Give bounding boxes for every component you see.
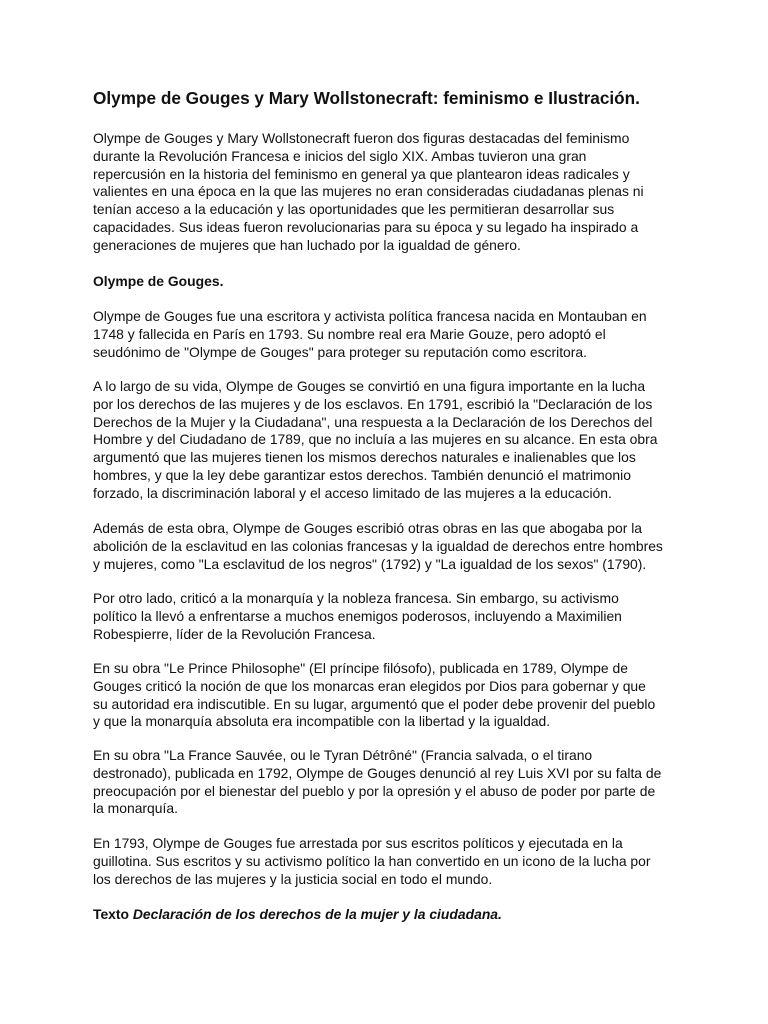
text-line: En su obra "La France Sauvée, ou le Tyran Détrôné" (Francia salvada, o el tirano bbox=[93, 747, 593, 763]
paragraph-biography bbox=[93, 308, 647, 361]
text-line: seudónimo de "Olympe de Gouges" para proteger su reputación como escritora. bbox=[93, 343, 587, 360]
text-line: Olympe de Gouges fue una escritora y activista política francesa nacida en Montauban en bbox=[93, 308, 647, 324]
final-heading-prefix: Texto bbox=[93, 906, 133, 922]
text-line: Derechos de la Mujer y la Ciudadana", una respuesta a la Declaración de los Derechos del bbox=[93, 413, 653, 430]
section-heading: Olympe de Gouges. bbox=[93, 273, 224, 289]
document-page bbox=[93, 87, 683, 922]
paragraph-other-works bbox=[93, 520, 663, 573]
text-line: repercusión en la historia del feminismo en general ya que plantearon ideas radicales y bbox=[93, 165, 630, 182]
text-line: En su obra "Le Prince Philosophe" (El príncipe filósofo), publicada en 1789, Olympe de bbox=[93, 660, 628, 676]
text-line: guillotina. Sus escritos y su activismo político la han convertido en un icono de la lucha por bbox=[93, 852, 651, 869]
text-line: Además de esta obra, Olympe de Gouges escribió otras obras en las que abogaba por la bbox=[93, 520, 643, 536]
text-line: Hombre y del Ciudadano de 1789, que no incluía a las mujeres en su alcance. En esta obra bbox=[93, 431, 658, 448]
text-line: tenían acceso a la educación y las oportunidades que les permitieran desarrollar sus bbox=[93, 201, 615, 218]
paragraph-monarchy bbox=[93, 590, 622, 643]
text-line: político la llevó a enfrentarse a muchos enemigos poderosos, incluyendo a Maximilien bbox=[93, 607, 622, 624]
text-line: la monarquía. bbox=[93, 800, 178, 817]
text-line: por los derechos de las mujeres y de los esclavos. En 1791, escribió la "Declaración de los bbox=[93, 395, 653, 412]
paragraph-execution bbox=[93, 835, 650, 888]
text-line: destronado), publicada en 1792, Olympe de Gouges denunció al rey Luis XVI por su falta de bbox=[93, 764, 662, 781]
text-line: generaciones de mujeres que han luchado por la igualdad de género. bbox=[93, 236, 521, 253]
text-line: hombres, y que la ley debe garantizar estos derechos. También denunció el matrimonio bbox=[93, 466, 631, 483]
paragraph-france-sauvee bbox=[93, 747, 661, 818]
text-line: los derechos de las mujeres y la justicia social en todo el mundo. bbox=[93, 870, 493, 887]
intro-paragraph bbox=[93, 130, 644, 255]
final-heading bbox=[93, 906, 502, 924]
final-heading-title: Declaración de los derechos de la mujer y la ciudadana. bbox=[132, 906, 502, 922]
text-line: preocupación por el bienestar del pueblo y por la opresión y el abuso de poder por parte de bbox=[93, 782, 656, 799]
document-title: Olympe de Gouges y Mary Wollstonecraft: feminismo e Ilustración. bbox=[93, 88, 640, 108]
text-line: capacidades. Sus ideas fueron revolucionarias para su época y su legado ha inspirado a bbox=[93, 218, 639, 235]
text-line: valientes en una época en la que las mujeres no eran consideradas ciudadanas plenas ni bbox=[93, 183, 644, 200]
text-line: Robespierre, líder de la Revolución Francesa. bbox=[93, 625, 376, 642]
text-line: A lo largo de su vida, Olympe de Gouges se convirtió en una figura importante en la lucha bbox=[93, 378, 646, 394]
text-line: 1748 y fallecida en París en 1793. Su nombre real era Marie Gouze, pero adoptó el bbox=[93, 325, 606, 342]
text-line: Gouges criticó la noción de que los monarcas eran elegidos por Dios para gobernar y que bbox=[93, 677, 646, 694]
paragraph-prince-philosophe bbox=[93, 660, 655, 731]
text-line: abolición de la esclavitud en las colonias francesas y la igualdad de derechos entre hombres bbox=[93, 537, 663, 554]
text-line: En 1793, Olympe de Gouges fue arrestada por sus escritos políticos y ejecutada en la bbox=[93, 835, 623, 851]
text-line: durante la Revolución Francesa e inicios del siglo XIX. Ambas tuvieron una gran bbox=[93, 147, 587, 164]
text-line: su autoridad era indiscutible. En su lugar, argumentó que el poder debe provenir del pueblo bbox=[93, 695, 656, 712]
text-line: argumentó que las mujeres tienen los mismos derechos naturales e inalienables que los bbox=[93, 449, 636, 466]
text-line: y que la monarquía absoluta era incompatible con la libertad y la igualdad. bbox=[93, 713, 551, 730]
text-line: y mujeres, como "La esclavitud de los negros" (1792) y "La igualdad de los sexos" (1790). bbox=[93, 555, 647, 572]
text-line: Olympe de Gouges y Mary Wollstonecraft fueron dos figuras destacadas del feminismo bbox=[93, 130, 630, 146]
text-line: forzado, la discriminación laboral y el acceso limitado de las mujeres a la educación. bbox=[93, 484, 612, 501]
text-line: Por otro lado, criticó a la monarquía y la nobleza francesa. Sin embargo, su activismo bbox=[93, 590, 619, 606]
paragraph-declaration bbox=[93, 378, 657, 503]
